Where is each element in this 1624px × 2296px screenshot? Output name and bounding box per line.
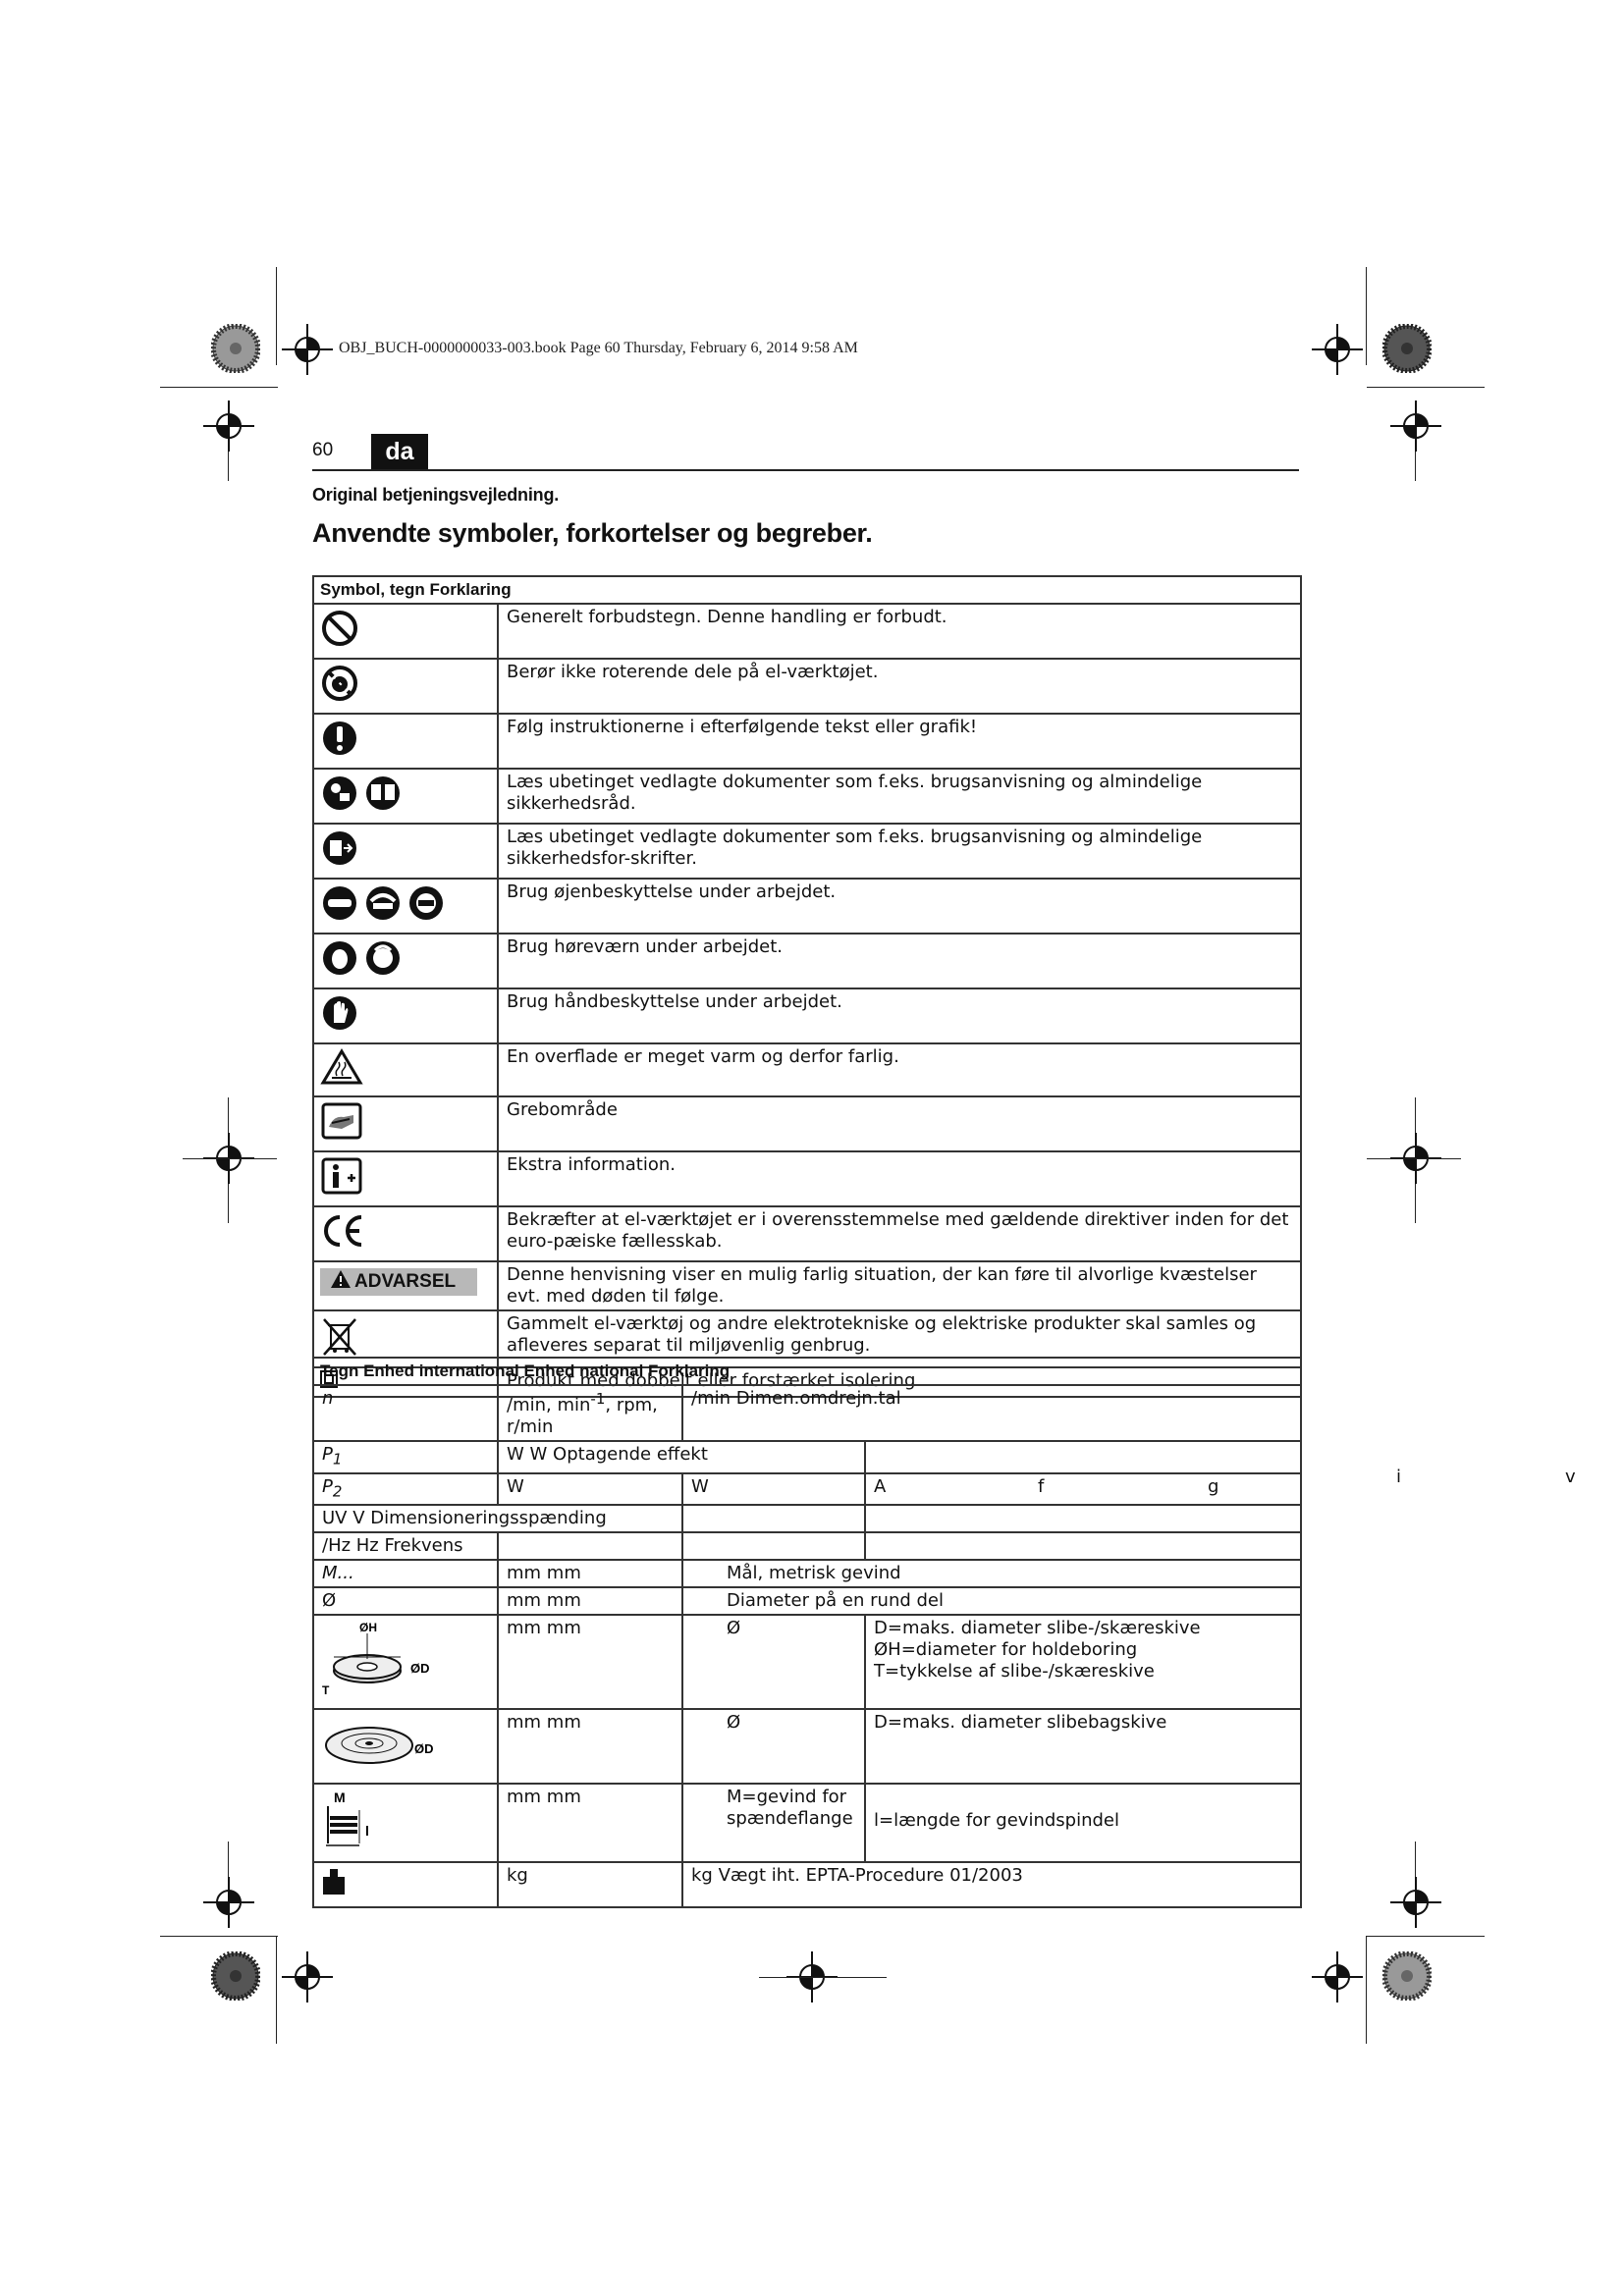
table-row (313, 714, 1301, 769)
warning-triangle-icon (330, 1269, 352, 1295)
row-text: Læs ubetinget vedlagte dokumenter som f.eks. brugsanvisning og almindelige sikkerhedsråd. (498, 769, 1301, 824)
registration-mark-icon (1312, 1951, 1363, 2002)
prohibition-icon (320, 632, 359, 653)
cell-sign: /Hz Hz Frekvens (313, 1532, 498, 1560)
cell-intl: W W Optagende effekt (498, 1441, 865, 1473)
cell-sign: $P_1$ (313, 1441, 498, 1473)
units-table (312, 1357, 1302, 1908)
stray-letter: f (1038, 1475, 1045, 1497)
table-row (313, 824, 1301, 879)
cell-explanation: A f g (865, 1473, 1301, 1506)
table-header-row (313, 576, 1301, 604)
row-text: Gammelt el-værktøj og andre elektrotekniske og elektriske produkter skal samles og afleveres separat til miljøvenlig genbrug. (498, 1310, 1301, 1367)
cell-explanation: D=maks. diameter slibe-/skæreskive ØH=diameter for holdeboring T=tykkelse af slibe-/skæreskive (865, 1615, 1301, 1709)
table-row (313, 659, 1301, 714)
table-row (313, 1096, 1301, 1151)
row-text: Generelt forbudstegn. Denne handling er forbudt. (498, 604, 1301, 659)
label-m: M (334, 1789, 346, 1806)
label-od: ØD (414, 1741, 434, 1757)
eye-protection-icon (320, 907, 453, 928)
table-row (313, 1862, 1301, 1907)
cell-national: /min Dimen.omdrejn.tal (682, 1385, 1301, 1441)
table-row (313, 604, 1301, 659)
table-row (313, 934, 1301, 988)
cell-intl: W (498, 1473, 682, 1506)
registration-mark-icon (282, 324, 333, 375)
cell-intl (498, 1385, 682, 1441)
hot-surface-icon (320, 1070, 363, 1091)
label-t: T (322, 1683, 330, 1698)
table-row (313, 1043, 1301, 1096)
backing-pad-icon (320, 1741, 448, 1778)
mandatory-exclamation-icon (320, 742, 359, 763)
cell-intl: mm mm (498, 1784, 682, 1862)
cell-explanation: D=maks. diameter slibebagskive (865, 1709, 1301, 1784)
row-text: Brug høreværn under arbejdet. (498, 934, 1301, 988)
color-wheel-icon (1382, 324, 1432, 373)
row-text: Brug håndbeskyttelse under arbejdet. (498, 988, 1301, 1043)
cell-national: kg Vægt iht. EPTA-Procedure 01/2003 (682, 1862, 1301, 1907)
ear-protection-icon (320, 962, 408, 983)
table-header: Tegn Enhed international Enhed national Forklaring (313, 1358, 1301, 1385)
cell-intl: mm mm (498, 1615, 682, 1709)
table-row (313, 769, 1301, 824)
ce-mark-icon (320, 1235, 365, 1255)
hand-protection-icon (320, 1017, 359, 1038)
row-text: En overflade er meget varm og derfor farlig. (498, 1043, 1301, 1096)
row-text: Denne henvisning viser en mulig farlig situation, der kan føre til alvorlige kvæstelser evt. med døden til følge. (498, 1261, 1301, 1310)
cell-sign: $P_2$ (313, 1473, 498, 1506)
table-row (313, 1261, 1301, 1310)
label-oh: ØH (359, 1621, 377, 1635)
page-number: 60 (312, 440, 334, 460)
table-row (313, 1587, 1301, 1615)
table-row (313, 1441, 1301, 1473)
cell-national: W (682, 1473, 865, 1506)
language-badge: da (371, 434, 428, 469)
advarsel-badge (320, 1268, 477, 1296)
cell-sign: n (313, 1385, 498, 1441)
weight-icon (320, 1881, 348, 1901)
row-text: Berør ikke roterende dele på el-værktøjet. (498, 659, 1301, 714)
cell-sign: UV V Dimensioneringsspænding (313, 1505, 682, 1532)
table-row (313, 1505, 1301, 1532)
cell-sign: M... (313, 1560, 498, 1587)
cell-intl: mm mm (498, 1709, 682, 1784)
row-text: Brug øjenbeskyttelse under arbejdet. (498, 879, 1301, 934)
registration-mark-icon (203, 1877, 254, 1928)
cell-sign: Ø (313, 1587, 498, 1615)
table-row (313, 1151, 1301, 1206)
advarsel-label: ADVARSEL (354, 1271, 457, 1292)
table-row (313, 988, 1301, 1043)
table-row (313, 1385, 1301, 1441)
row-text: Følg instruktionerne i efterfølgende tekst eller grafik! (498, 714, 1301, 769)
label-l: l (365, 1823, 369, 1840)
registration-mark-icon (282, 1951, 333, 2002)
table-row (313, 1473, 1301, 1506)
label-od: ØD (410, 1661, 430, 1677)
table-row (313, 1532, 1301, 1560)
row-text: Læs ubetinget vedlagte dokumenter som f.eks. brugsanvisning og almindelige sikkerhedsfor-skrifter. (498, 824, 1301, 879)
stray-letter: g (1208, 1475, 1219, 1497)
table-header-row (313, 1358, 1301, 1385)
row-text: Ekstra information. (498, 1151, 1301, 1206)
table-row (313, 1206, 1301, 1261)
unit-text: /min, $\min^{-1}$, rpm, r/min (507, 1390, 658, 1437)
table-row (313, 1615, 1301, 1709)
symbols-table (312, 575, 1302, 1398)
color-wheel-icon (1382, 1951, 1432, 2001)
registration-mark-icon (1390, 400, 1441, 452)
subtitle: Original betjeningsvejledning. (312, 485, 560, 505)
color-wheel-icon (211, 1951, 260, 2001)
read-manual-icon (320, 797, 408, 818)
stray-letter: i (1396, 1467, 1402, 1487)
cell-national: Mål, metrisk gevind (682, 1560, 1301, 1587)
page-title: Anvendte symboler, forkortelser og begreber. (312, 518, 873, 548)
row-text: Grebområde (498, 1096, 1301, 1151)
table-row (313, 1709, 1301, 1784)
color-wheel-icon (211, 324, 260, 373)
cell-intl: mm mm (498, 1560, 682, 1587)
registration-mark-icon (1312, 324, 1363, 375)
stray-letter: v (1565, 1467, 1576, 1487)
grip-area-icon (320, 1125, 363, 1146)
header-rule (312, 469, 1299, 471)
cell-intl: mm mm (498, 1587, 682, 1615)
registration-mark-icon (1390, 1877, 1441, 1928)
print-info: OBJ_BUCH-0000000033-003.book Page 60 Thursday, February 6, 2014 9:58 AM (339, 340, 858, 356)
table-row (313, 1560, 1301, 1587)
info-icon (320, 1180, 363, 1201)
table-header: Symbol, tegn Forklaring (313, 576, 1301, 604)
registration-mark-icon (203, 400, 254, 452)
disc-dimensions-icon (320, 1621, 448, 1703)
cell-national: Ø (682, 1615, 865, 1709)
cell-explanation: l=længde for gevindspindel (865, 1784, 1301, 1862)
row-text: Bekræfter at el-værktøjet er i overensstemmelse med gældende direktiver inden for det euro-pæiske fællesskab. (498, 1206, 1301, 1261)
table-row (313, 879, 1301, 934)
cell-national: M=gevind for spændeflange (682, 1784, 865, 1862)
no-touch-rotating-icon (320, 687, 359, 708)
cell-national: Diameter på en rund del (682, 1587, 1301, 1615)
thread-spindle-icon (320, 1789, 389, 1856)
read-documents-icon (320, 852, 359, 873)
cell-national: Ø (682, 1709, 865, 1784)
cell-intl: kg (498, 1862, 682, 1907)
table-row (313, 1784, 1301, 1862)
row-text: Produkt med dobbelt eller forstærket isolering (498, 1367, 1301, 1397)
